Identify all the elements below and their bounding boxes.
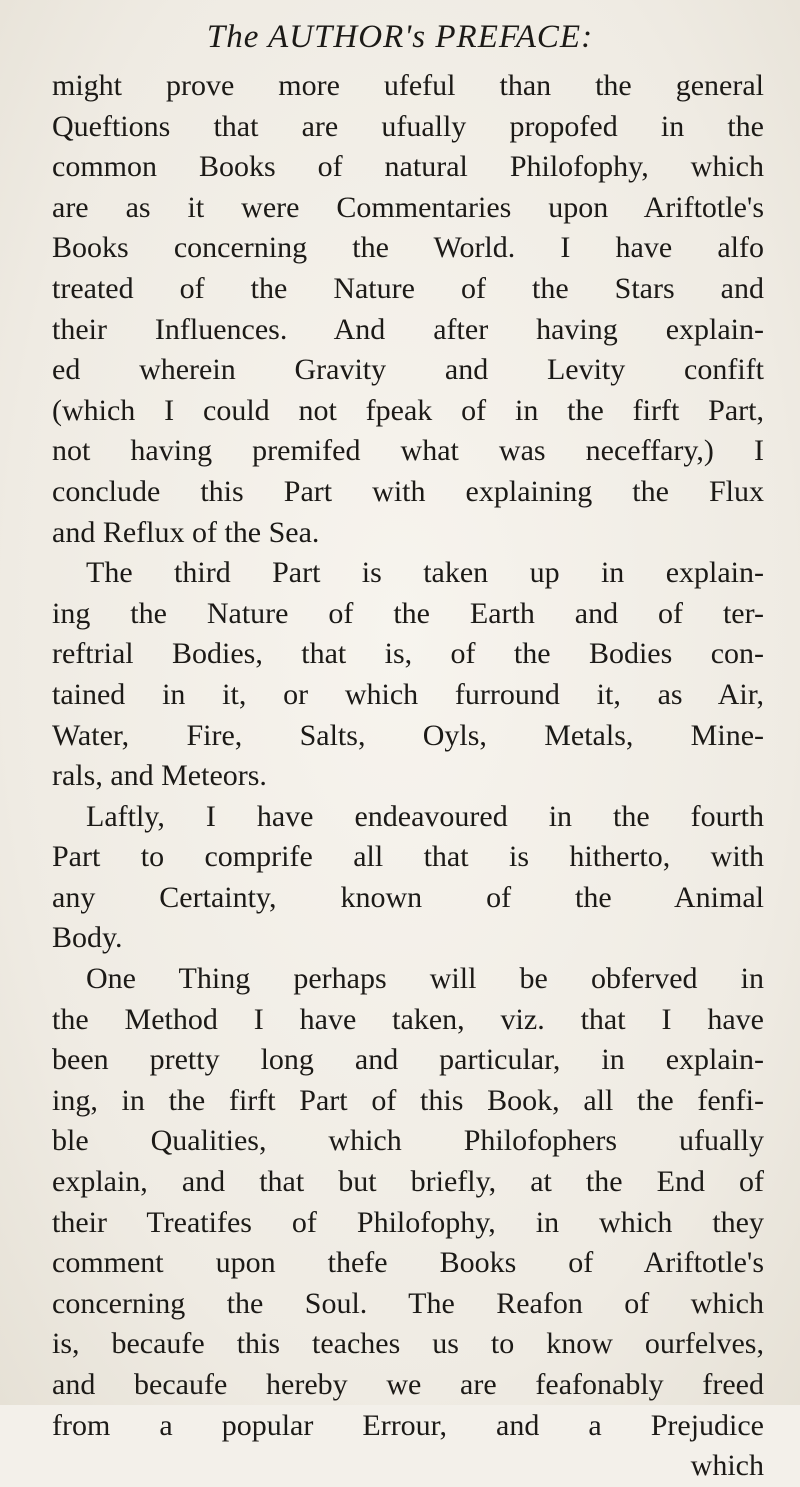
- text-line: the Method I have taken, viz. that I have: [52, 1002, 764, 1036]
- text-line: reftrial Bodies, that is, of the Bodies con-: [52, 637, 764, 671]
- text-line: their Treatifes of Philofophy, in which they: [52, 1205, 764, 1239]
- text-line: and becaufe hereby we are feafonably freed: [52, 1368, 764, 1401]
- text-line: conclude this Part with explaining the Flux: [52, 474, 764, 508]
- text-line: Body.: [52, 921, 123, 955]
- text-line: any Certainty, known of the Animal: [52, 880, 764, 914]
- text-line: concerning the Soul. The Reafon of which: [52, 1286, 764, 1320]
- text-line: Water, Fire, Salts, Oyls, Metals, Mine-: [52, 718, 764, 752]
- text-line: common Books of natural Philofophy, which: [52, 150, 764, 184]
- body-text: [52, 66, 764, 1487]
- text-line: The third Part is taken up in explain-: [86, 556, 764, 590]
- text-line: Queftions that are ufually propofed in the: [52, 109, 764, 143]
- text-line: comment upon thefe Books of Ariftotle's: [52, 1246, 764, 1280]
- text-line: rals, and Meteors.: [52, 759, 267, 793]
- text-line: Books concerning the World. I have alfo: [52, 231, 764, 265]
- text-line: ble Qualities, which Philofophers ufually: [52, 1124, 764, 1158]
- text-line: been pretty long and particular, in explain-: [52, 1043, 764, 1077]
- catchword: which: [690, 1449, 764, 1483]
- text-line: One Thing perhaps will be obferved in: [86, 962, 764, 996]
- text-line: are as it were Commentaries upon Ariftotle's: [52, 190, 764, 224]
- text-line: Laftly, I have endeavoured in the fourth: [86, 799, 764, 833]
- text-line: (which I could not fpeak of in the firft Part,: [52, 393, 764, 427]
- text-line: ing the Nature of the Earth and of ter-: [52, 596, 764, 630]
- text-line: is, becaufe this teaches us to know ourfelves,: [52, 1327, 764, 1361]
- text-line: ing, in the firft Part of this Book, all the fenfi-: [52, 1083, 764, 1117]
- text-line: their Influences. And after having explain-: [52, 312, 764, 346]
- text-line: from a popular Errour, and a Prejudice: [52, 1408, 764, 1442]
- running-head: The AUTHOR's PREFACE:: [206, 19, 594, 55]
- text-line: Part to comprife all that is hitherto, with: [52, 840, 764, 874]
- text-line: might prove more ufeful than the general: [52, 69, 764, 102]
- text-line: and Reflux of the Sea.: [52, 515, 320, 549]
- text-line: ed wherein Gravity and Levity confift: [52, 353, 764, 387]
- text-line: treated of the Nature of the Stars and: [52, 271, 764, 305]
- text-line: not having premifed what was neceffary,) I: [52, 434, 764, 468]
- text-line: tained in it, or which furround it, as Air,: [52, 677, 764, 711]
- text-line: explain, and that but briefly, at the End of: [52, 1165, 764, 1199]
